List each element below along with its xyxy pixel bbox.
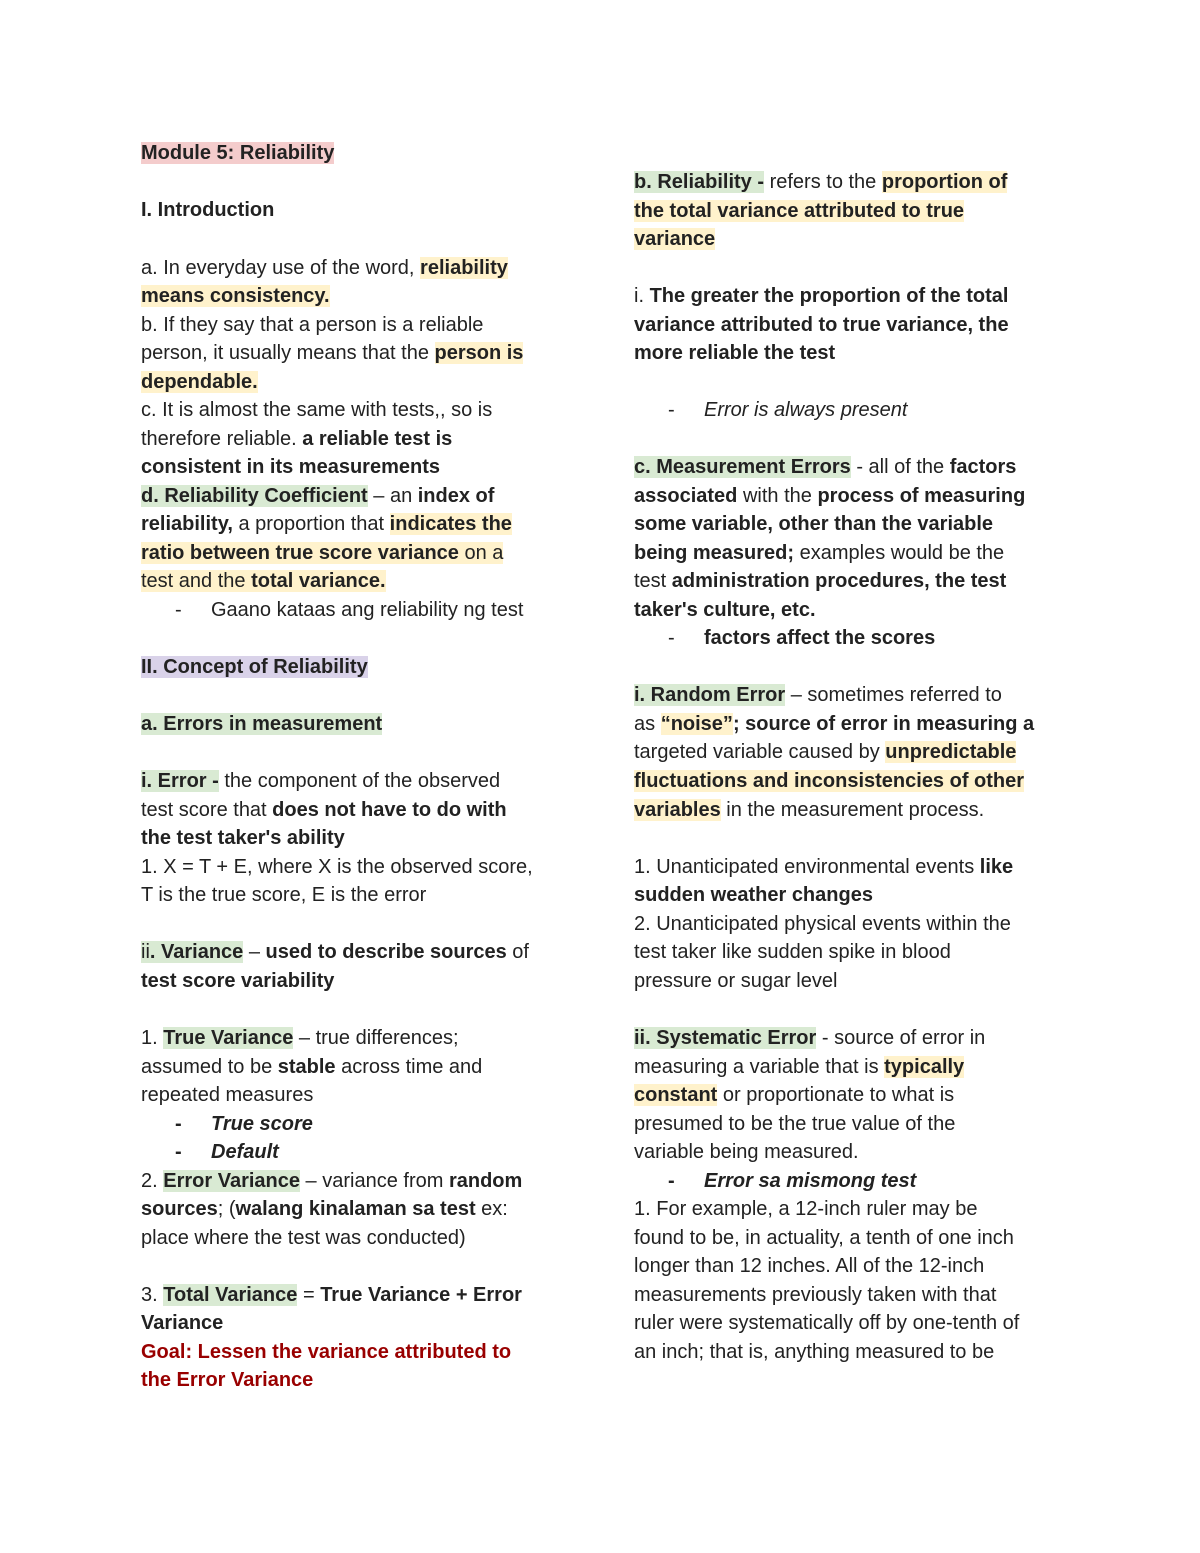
variance-line: test score variability (141, 970, 335, 992)
bullet-text: Error sa mismong test (704, 1170, 917, 1192)
true-variance-line: repeated measures (141, 1084, 314, 1106)
reliability-line: b. Reliability - refers to the proportion of (634, 171, 1008, 193)
systematic-example-line: ruler were systematically off by one-tenth of (634, 1312, 1020, 1334)
intro-heading: I. Introduction (141, 199, 275, 221)
random-example-line: 2. Unanticipated physical events within the (634, 913, 1011, 935)
concept-heading: II. Concept of Reliability (141, 656, 368, 678)
random-example-line: sudden weather changes (634, 884, 873, 906)
random-error-line: i. Random Error – sometimes referred to (634, 684, 1002, 706)
intro-line: person, it usually means that the person is (141, 342, 524, 364)
random-error-line: variables in the measurement process. (634, 799, 985, 821)
bullet-text: Error is always present (704, 399, 908, 421)
systematic-error-line: measuring a variable that is typically (634, 1056, 965, 1078)
measurement-line: associated with the process of measuring (634, 485, 1026, 507)
systematic-error-line: variable being measured. (634, 1141, 859, 1163)
greater-line: variance attributed to true variance, the (634, 314, 1009, 336)
bullet-text: Default (211, 1141, 279, 1163)
intro-line: ratio between true score variance on a (141, 542, 504, 564)
error-line: i. Error - the component of the observed (141, 770, 501, 792)
intro-line: c. It is almost the same with tests,, so is (141, 399, 493, 421)
intro-line: a. In everyday use of the word, reliability (141, 257, 508, 279)
intro-line: consistent in its measurements (141, 456, 440, 478)
error-variance-line: sources; (walang kinalaman sa test ex: (141, 1198, 508, 1220)
measurement-line: some variable, other than the variable (634, 513, 994, 535)
intro-line: test and the total variance. (141, 570, 386, 592)
systematic-example-line: found to be, in actuality, a tenth of one inch (634, 1227, 1014, 1249)
bullet-dash: - (175, 599, 182, 621)
systematic-error-line: presumed to be the true value of the (634, 1113, 956, 1135)
intro-line: b. If they say that a person is a reliable (141, 314, 484, 336)
measurement-line: taker's culture, etc. (634, 599, 816, 621)
bullet-dash: - (668, 399, 675, 421)
systematic-error-line: constant or proportionate to what is (634, 1084, 955, 1106)
bullet-dash: - (668, 1170, 675, 1192)
true-variance-line: 1. True Variance – true differences; (141, 1027, 459, 1049)
intro-line: reliability, a proportion that indicates the (141, 513, 512, 535)
greater-line: more reliable the test (634, 342, 836, 364)
bullet-dash: - (175, 1141, 182, 1163)
errors-heading: a. Errors in measurement (141, 713, 383, 735)
goal-line: Goal: Lessen the variance attributed to (141, 1341, 512, 1363)
reliability-line: the total variance attributed to true (634, 200, 965, 222)
bullet-text: True score (211, 1113, 313, 1135)
true-variance-line: assumed to be stable across time and (141, 1056, 483, 1078)
systematic-example-line: an inch; that is, anything measured to be (634, 1341, 995, 1363)
error-variance-line: place where the test was conducted) (141, 1227, 466, 1249)
error-line: the test taker's ability (141, 827, 345, 849)
random-error-line: targeted variable caused by unpredictable (634, 741, 1017, 763)
error-line: test score that does not have to do with (141, 799, 507, 821)
intro-line: therefore reliable. a reliable test is (141, 428, 453, 450)
random-error-line: fluctuations and inconsistencies of other (634, 770, 1025, 792)
systematic-example-line: longer than 12 inches. All of the 12-inch (634, 1255, 985, 1277)
random-example-line: 1. Unanticipated environmental events like (634, 856, 1014, 878)
bullet-dash: - (175, 1113, 182, 1135)
module-title: Module 5: Reliability (141, 142, 335, 164)
random-error-line: as “noise”; source of error in measuring a (634, 713, 1035, 735)
goal-line: the Error Variance (141, 1369, 314, 1391)
random-example-line: test taker like sudden spike in blood (634, 941, 951, 963)
reliability-line: variance (634, 228, 716, 250)
error-variance-line: 2. Error Variance – variance from random (141, 1170, 523, 1192)
intro-line: d. Reliability Coefficient – an index of (141, 485, 495, 507)
measurement-line: being measured; examples would be the (634, 542, 1005, 564)
systematic-example-line: measurements previously taken with that (634, 1284, 997, 1306)
error-line: 1. X = T + E, where X is the observed score, (141, 856, 533, 878)
bullet-text: factors affect the scores (704, 627, 936, 649)
error-line: T is the true score, E is the error (141, 884, 427, 906)
total-variance-line: 3. Total Variance = True Variance + Error (141, 1284, 522, 1306)
total-variance-line: Variance (141, 1312, 224, 1334)
intro-line: means consistency. (141, 285, 330, 307)
measurement-line: test administration procedures, the test (634, 570, 1007, 592)
bullet-text: Gaano kataas ang reliability ng test (211, 599, 524, 621)
systematic-error-line: ii. Systematic Error - source of error in (634, 1027, 986, 1049)
bullet-dash: - (668, 627, 675, 649)
variance-line: ii. Variance – used to describe sources of (141, 941, 529, 963)
systematic-example-line: 1. For example, a 12-inch ruler may be (634, 1198, 978, 1220)
random-example-line: pressure or sugar level (634, 970, 838, 992)
intro-line: dependable. (141, 371, 258, 393)
greater-line: i. The greater the proportion of the total (634, 285, 1009, 307)
measurement-line: c. Measurement Errors - all of the factors (634, 456, 1017, 478)
